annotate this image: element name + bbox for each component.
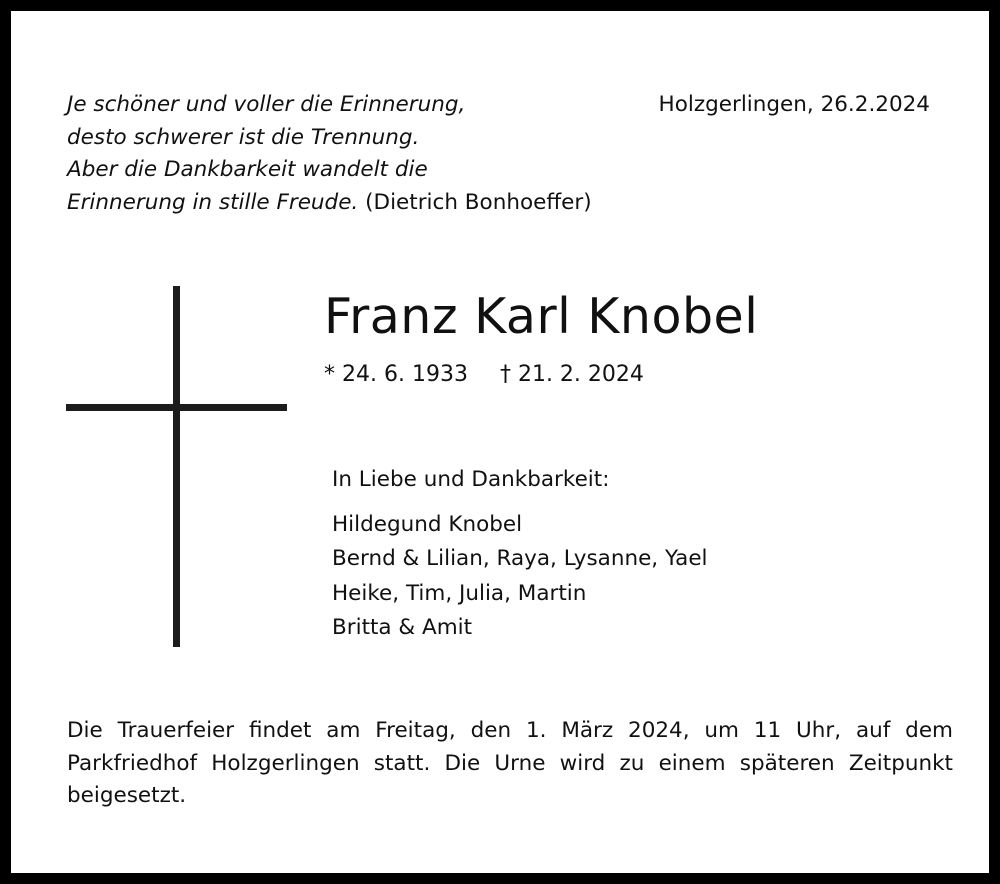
mourner-line: Britta & Amit <box>332 615 473 640</box>
cross-icon-crossbar <box>66 404 287 411</box>
quote-line-1: Je schöner und voller die Erinnerung, <box>67 92 466 117</box>
mourners-block <box>332 463 708 646</box>
quote-line-3: Aber die Dankbarkeit wandelt die <box>67 157 428 182</box>
place-date: Holzgerlingen, 26.2.2024 <box>658 92 930 117</box>
birth-date: * 24. 6. 1933 <box>324 362 468 387</box>
cross-icon <box>173 286 180 647</box>
death-date: † 21. 2. 2024 <box>499 362 644 387</box>
mourner-line: Heike, Tim, Julia, Martin <box>332 580 587 606</box>
deceased-name: Franz Karl Knobel <box>324 288 759 345</box>
mourners-intro: In Liebe und Dankbarkeit: <box>332 467 610 492</box>
quote-line-4 <box>67 187 592 220</box>
quote-line-2: desto schwerer ist die Trennung. <box>67 124 420 150</box>
mourner-line: Bernd & Lilian, Raya, Lysanne, Yael <box>332 546 708 571</box>
mourner-line: Hildegund Knobel <box>332 511 523 537</box>
quote-author: (Dietrich Bonhoeffer) <box>365 189 592 215</box>
quote-line-4-text: Erinnerung in stille Freude. <box>67 189 359 215</box>
life-dates <box>324 360 644 390</box>
quote-block <box>67 89 592 219</box>
funeral-notice: Die Trauerfeier findet am Freitag, den 1. März 2024, um 11 Uhr, auf dem Parkfriedhof Holzgerlingen statt. Die Urne wird zu einem späteren Zeitpunkt beigesetzt. <box>67 718 953 808</box>
